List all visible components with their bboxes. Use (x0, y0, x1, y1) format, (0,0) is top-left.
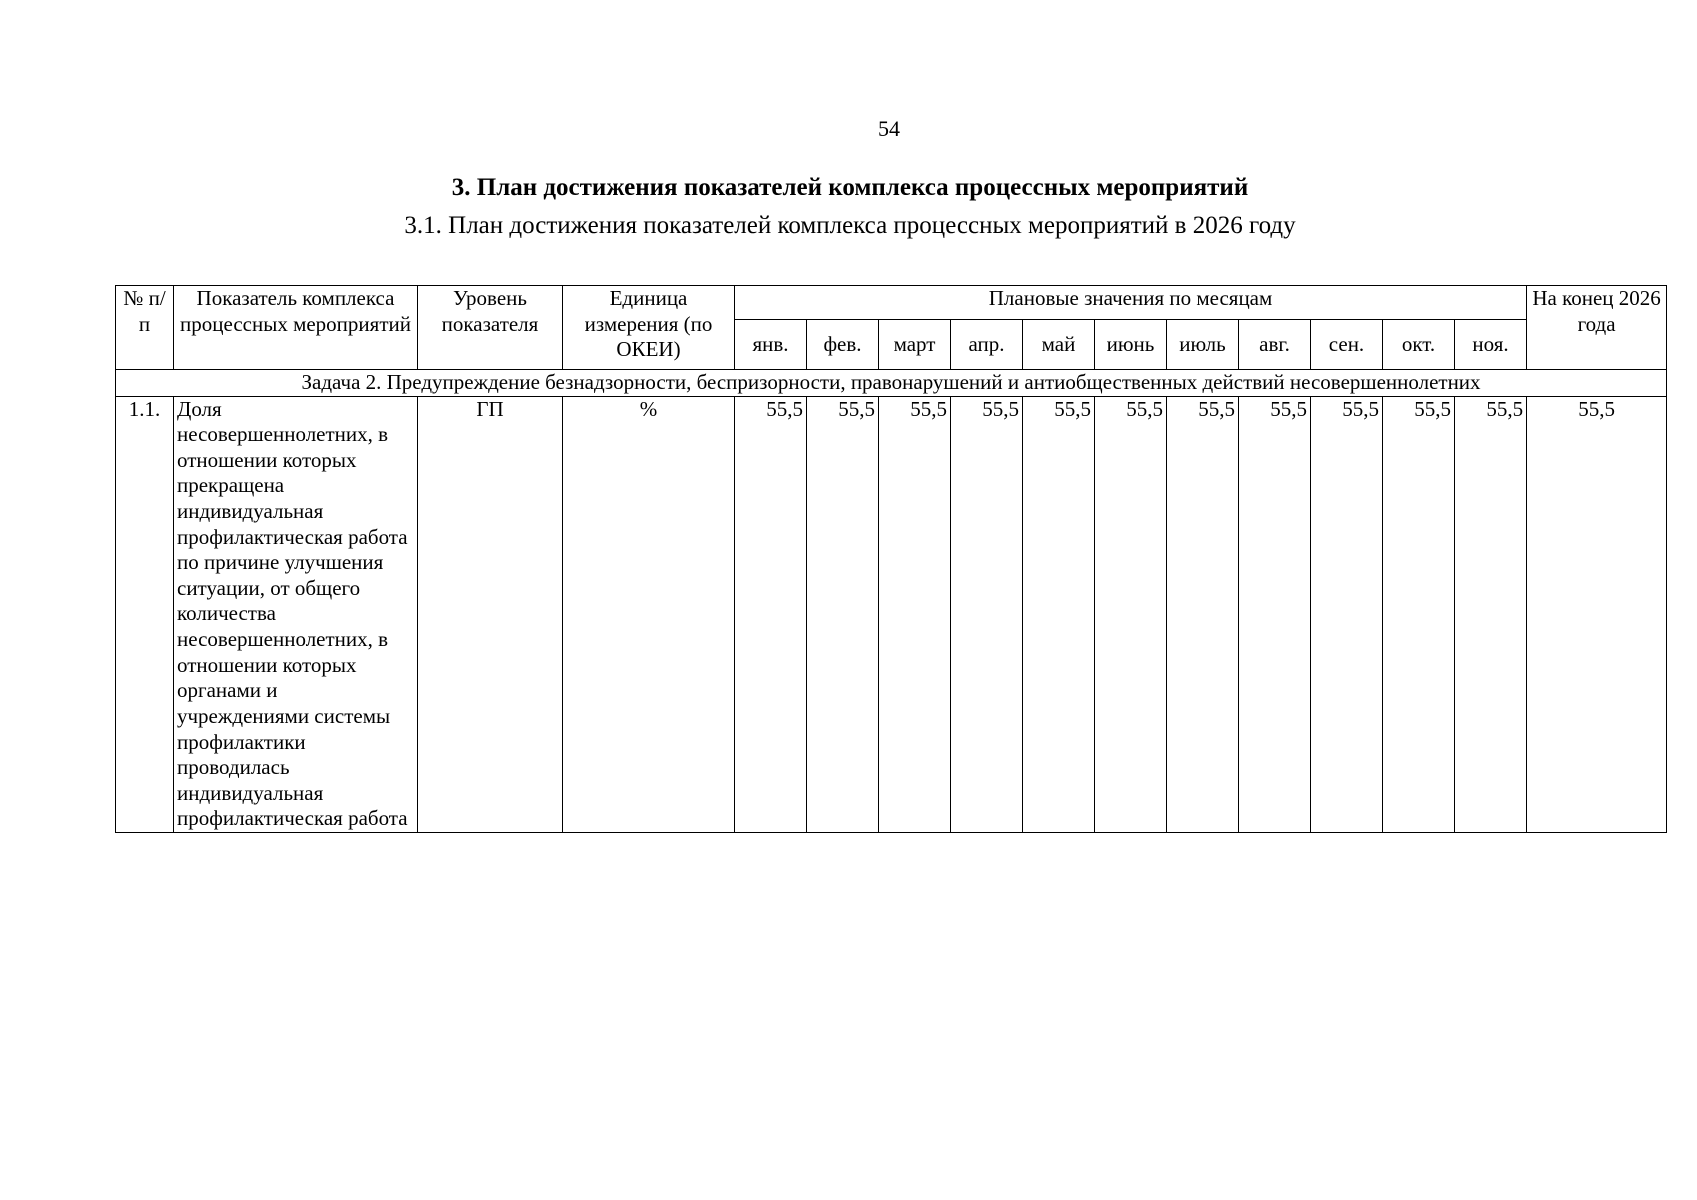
indicators-plan-table (115, 285, 1667, 833)
header-month: янв. (735, 320, 807, 370)
header-month: апр. (951, 320, 1023, 370)
header-indicator: Показатель комплекса процессных мероприятий (174, 286, 418, 370)
row-month-value: 55,5 (1239, 396, 1311, 832)
header-month: ноя. (1455, 320, 1527, 370)
row-month-value: 55,5 (1383, 396, 1455, 832)
table-row (116, 396, 1667, 832)
row-month-value: 55,5 (735, 396, 807, 832)
row-month-value: 55,5 (807, 396, 879, 832)
task-row (116, 370, 1667, 397)
row-month-value: 55,5 (879, 396, 951, 832)
row-month-value: 55,5 (1023, 396, 1095, 832)
header-month: сен. (1311, 320, 1383, 370)
header-row (116, 286, 1667, 320)
row-num: 1.1. (116, 396, 174, 832)
row-month-value: 55,5 (1167, 396, 1239, 832)
header-monthly-group: Плановые значения по месяцам (735, 286, 1527, 320)
row-indicator: Доля несовершеннолетних, в отношении которых прекращена индивидуальная профилактическая работа по причине улучшения ситуации, от общего количества несовершеннолетних, в отношении которых органами и учреждениями системы профилактики проводилась индивидуальная профилактическая работа (174, 396, 418, 832)
header-month: июль (1167, 320, 1239, 370)
row-month-value: 55,5 (1095, 396, 1167, 832)
row-unit: % (563, 396, 735, 832)
row-level: ГП (418, 396, 563, 832)
header-month: март (879, 320, 951, 370)
header-end-of-year: На конец 2026 года (1527, 286, 1667, 370)
header-level: Уровень показателя (418, 286, 563, 370)
header-month: авг. (1239, 320, 1311, 370)
header-month: окт. (1383, 320, 1455, 370)
row-end-of-year-value: 55,5 (1527, 396, 1667, 832)
header-month: фев. (807, 320, 879, 370)
row-month-value: 55,5 (951, 396, 1023, 832)
header-num: № п/п (116, 286, 174, 370)
task-title: Задача 2. Предупреждение безнадзорности, беспризорности, правонарушений и антиобщественных действий несовершеннолетних (116, 370, 1667, 397)
header-unit: Единица измерения (по ОКЕИ) (563, 286, 735, 370)
section-subtitle: 3.1. План достижения показателей комплекса процессных мероприятий в 2026 году (404, 212, 1296, 239)
page-number: 54 (878, 116, 900, 141)
row-month-value: 55,5 (1455, 396, 1527, 832)
row-month-value: 55,5 (1311, 396, 1383, 832)
section-title: 3. План достижения показателей комплекса процессных мероприятий (451, 174, 1249, 201)
header-month: май (1023, 320, 1095, 370)
header-month: июнь (1095, 320, 1167, 370)
